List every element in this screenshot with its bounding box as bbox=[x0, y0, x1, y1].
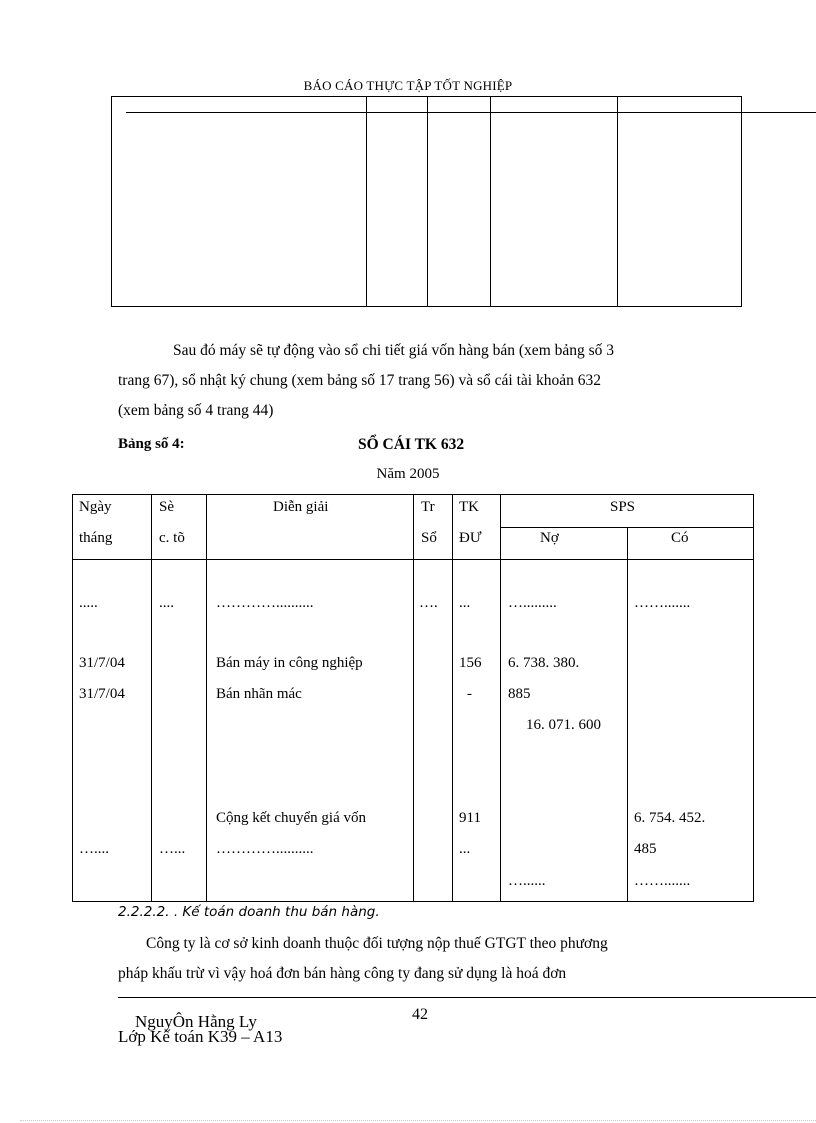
ledger-table bbox=[72, 494, 754, 902]
row1-no: 6. 738. 380. bbox=[508, 655, 580, 671]
row3-desc: Cộng kết chuyển giá vốn bbox=[216, 810, 366, 826]
hdr-so-trang: Sổ bbox=[421, 530, 437, 546]
row4-ctu: …... bbox=[159, 841, 186, 857]
hdr-tk: TK bbox=[459, 499, 479, 515]
cell: ... bbox=[459, 595, 471, 611]
col-divider bbox=[452, 495, 453, 901]
table-year: Năm 2005 bbox=[376, 466, 440, 482]
col-divider bbox=[151, 495, 152, 901]
top-table-divider bbox=[617, 97, 618, 306]
paragraph-1-line-2: trang 67), sổ nhật ký chung (xem bảng số 17 trang 56) và sổ cái tài khoản 632 bbox=[118, 372, 601, 389]
hdr-tr: Tr bbox=[421, 499, 435, 515]
hdr-sps: SPS bbox=[610, 499, 636, 515]
page-number: 42 bbox=[412, 1006, 428, 1023]
paragraph-1-line-1: Sau đó máy sẽ tự động vào sổ chi tiết giá vốn hàng bán (xem bảng số 3 bbox=[173, 342, 615, 359]
row3-co: 6. 754. 452. bbox=[634, 810, 706, 826]
top-table bbox=[111, 96, 742, 307]
footer-class: Lớp Kế toán K39 – A13 bbox=[118, 1027, 283, 1046]
col-divider bbox=[627, 527, 628, 901]
hdr-ngay: Ngày bbox=[79, 499, 112, 515]
col-divider bbox=[500, 495, 501, 901]
row4-tk: ... bbox=[459, 841, 471, 857]
row1-date: 31/7/04 bbox=[79, 655, 125, 671]
col-divider bbox=[206, 495, 207, 901]
page-header: BÁO CÁO THỰC TẬP TỐT NGHIỆP bbox=[303, 78, 513, 93]
hdr-so: Sè bbox=[159, 499, 174, 515]
sps-subheader-rule bbox=[500, 527, 753, 528]
col-divider bbox=[413, 495, 414, 901]
hdr-no: Nợ bbox=[540, 530, 559, 546]
hdr-co: Có bbox=[671, 530, 689, 546]
footer-rule bbox=[118, 997, 816, 998]
cell: …......... bbox=[508, 595, 557, 611]
row1-desc: Bán máy in công nghiệp bbox=[216, 655, 363, 671]
top-table-divider bbox=[366, 97, 367, 306]
hdr-du: ĐƯ bbox=[459, 530, 482, 546]
row4-co: 485 bbox=[634, 841, 657, 857]
row4-desc: ………….......... bbox=[216, 841, 314, 857]
row2-tk: - bbox=[467, 686, 472, 702]
cell: .... bbox=[159, 595, 174, 611]
cell: ..... bbox=[79, 595, 98, 611]
footer-author: NguyÔn Hằng Ly bbox=[135, 1012, 257, 1031]
cell: ……....... bbox=[634, 595, 691, 611]
top-table-rule bbox=[126, 112, 816, 113]
section-heading: 2.2.2.2. . Kế toán doanh thu bán hàng. bbox=[118, 904, 380, 920]
hdr-thang: tháng bbox=[79, 530, 113, 546]
row2-no: 885 bbox=[508, 686, 531, 702]
cell: …. bbox=[419, 595, 438, 611]
top-table-divider bbox=[490, 97, 491, 306]
table-title: SỔ CÁI TK 632 bbox=[358, 436, 465, 453]
row1-tk: 156 bbox=[459, 655, 482, 671]
table-label: Bảng số 4: bbox=[118, 436, 185, 452]
row3-tk: 911 bbox=[459, 810, 481, 826]
row2-date: 31/7/04 bbox=[79, 686, 125, 702]
paragraph-2-line-2: pháp khấu trừ vì vậy hoá đơn bán hàng công ty đang sử dụng là hoá đơn bbox=[118, 965, 567, 982]
row2-desc: Bán nhãn mác bbox=[216, 686, 302, 702]
row5-no: …...... bbox=[508, 873, 546, 889]
cell: ………….......... bbox=[216, 595, 314, 611]
top-table-divider bbox=[427, 97, 428, 306]
paragraph-1-line-3: (xem bảng số 4 trang 44) bbox=[118, 402, 274, 419]
row4-date: ….... bbox=[79, 841, 109, 857]
row5-co: ……....... bbox=[634, 873, 691, 889]
page-edge bbox=[20, 1120, 816, 1121]
hdr-ctu: c. tõ bbox=[159, 530, 185, 546]
paragraph-2-line-1: Công ty là cơ sở kinh doanh thuộc đối tượng nộp thuế GTGT theo phương bbox=[146, 935, 608, 952]
header-rule bbox=[73, 559, 753, 560]
hdr-dien-giai: Diễn giải bbox=[273, 499, 329, 515]
row2-no-amount: 16. 071. 600 bbox=[526, 717, 601, 733]
